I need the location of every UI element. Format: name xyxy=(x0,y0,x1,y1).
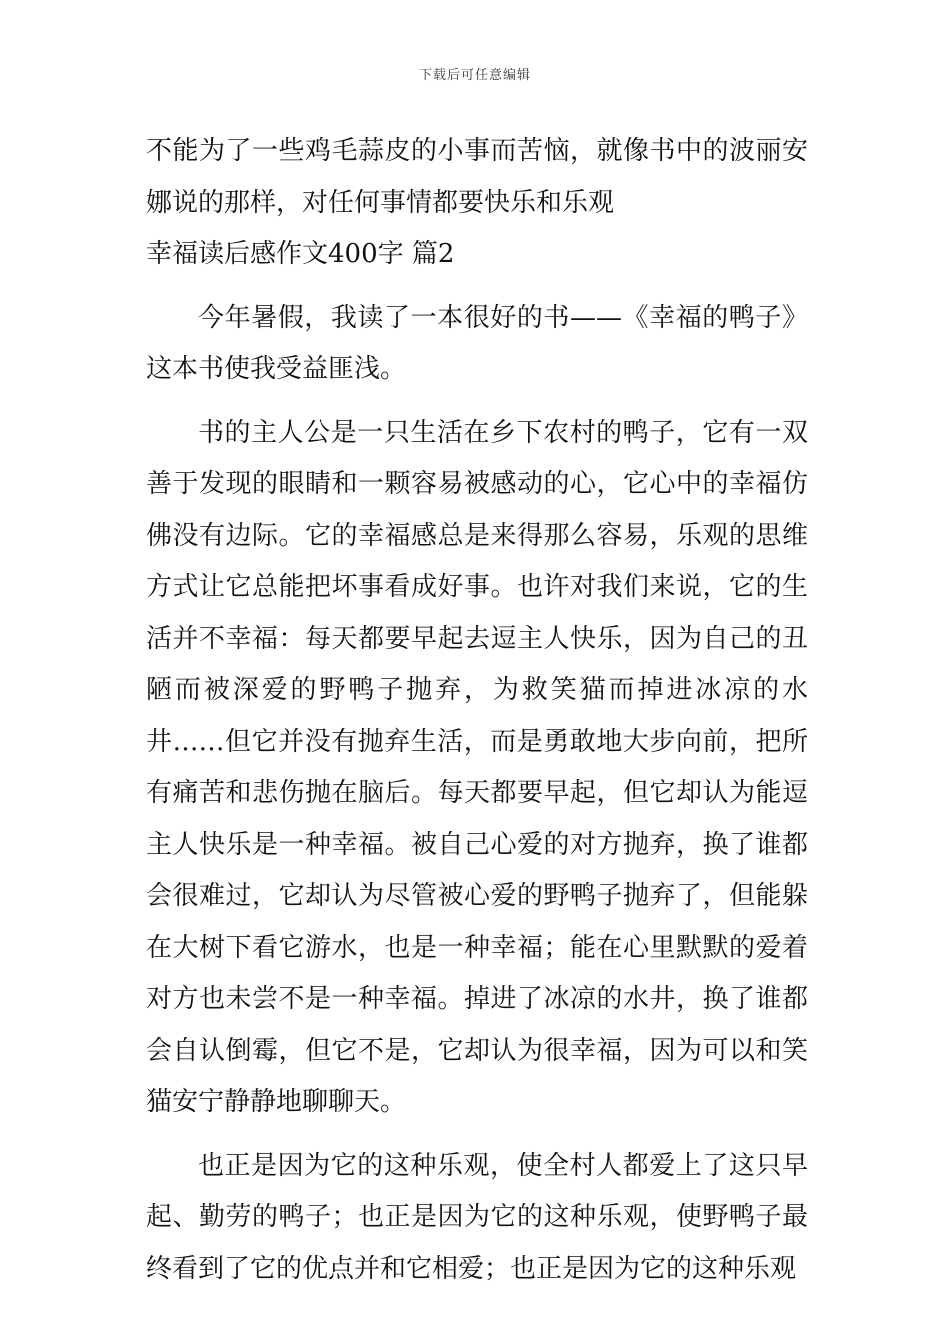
document-body xyxy=(146,126,808,1295)
paragraph-3: 也正是因为它的这种乐观，使全村人都爱上了这只早起、勤劳的鸭子；也正是因为它的这种乐观，使野鸭子最终看到了它的优点并和它相爱；也正是因为它的这种乐观 xyxy=(146,1150,808,1284)
page-header: 下载后可任意编辑 xyxy=(418,68,531,83)
continued-paragraph: 不能为了一些鸡毛蒜皮的小事而苦恼，就像书中的波丽安娜说的那样，对任何事情都要快乐和乐观 xyxy=(146,136,808,218)
section-title: 幸福读后感作文400字 篇2 xyxy=(146,239,455,269)
paragraph-1: 今年暑假，我读了一本很好的书——《幸福的鸭子》这本书使我受益匪浅。 xyxy=(146,302,808,384)
paragraph-2: 书的主人公是一只生活在乡下农村的鸭子，它有一双善于发现的眼睛和一颗容易被感动的心，它心中的幸福仿佛没有边际。它的幸福感总是来得那么容易，乐观的思维方式让它总能把坏事看成好事。也许对我们来说，它的生活并不幸福：每天都要早起去逗主人快乐，因为自己的丑陋而被深爱的野鸭子抛弃，为救笑猫而掉进冰凉的水井……但它并没有抛弃生活，而是勇敢地大步向前，把所有痛苦和悲伤抛在脑后。每天都要早起，但它却认为能逗主人快乐是一种幸福。被自己心爱的对方抛弃，换了谁都会很难过，它却认为尽管被心爱的野鸭子抛弃了，但能躲在大树下看它游水，也是一种幸福；能在心里默默的爱着对方也未尝不是一种幸福。掉进了冰凉的水井，换了谁都会自认倒霉，但它不是，它却认为很幸福，因为可以和笑猫安宁静静地聊聊天。 xyxy=(146,417,808,1117)
